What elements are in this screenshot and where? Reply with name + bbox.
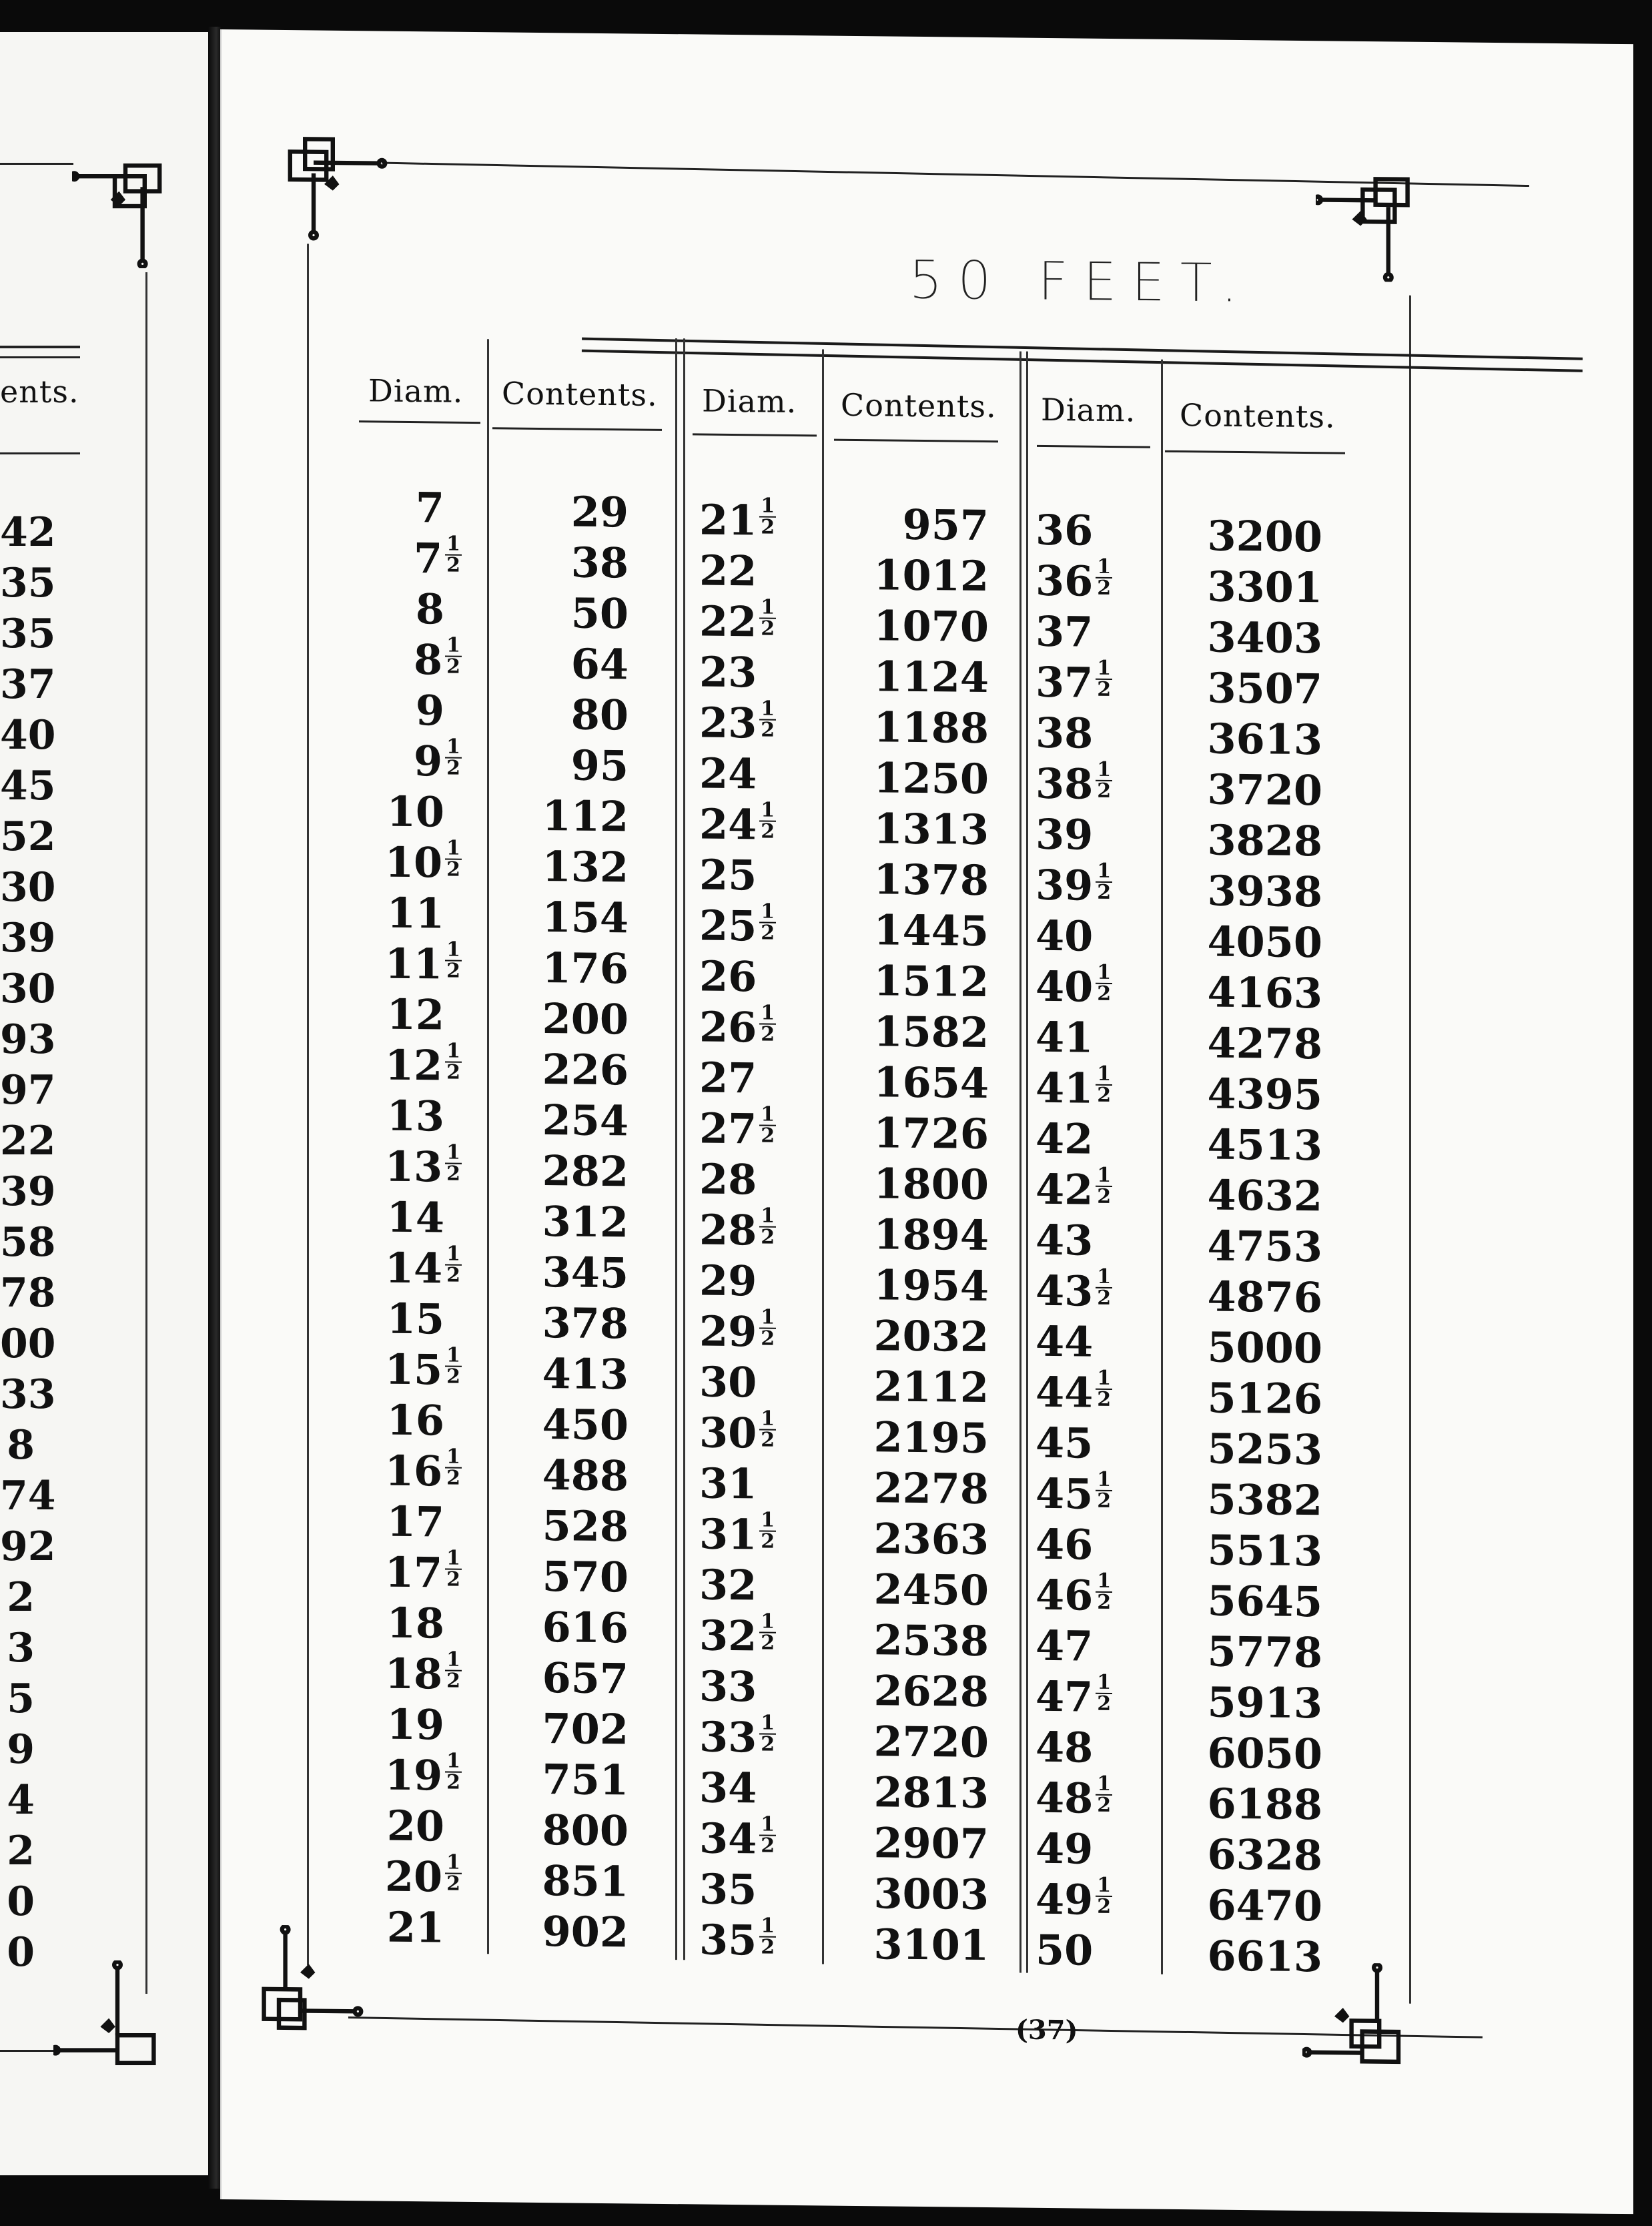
left-value-cell: 92 (0, 1523, 56, 1570)
half-fraction: $\frac{1}{2}$ (761, 899, 775, 945)
diam-cell: 44 $\frac{1}{2}$ (1036, 1366, 1112, 1417)
contents-cell: 112 (542, 791, 629, 841)
ornament-corner-icon (282, 130, 388, 245)
contents-cell: 6050 (1207, 1728, 1322, 1779)
contents-cell: 570 (542, 1552, 629, 1602)
left-value-cell: 2 (7, 1828, 35, 1874)
left-page (0, 32, 210, 2175)
diam-cell: 10 (386, 787, 444, 837)
contents-cell: 902 (542, 1907, 629, 1957)
diam-cell: 43 $\frac{1}{2}$ (1036, 1264, 1112, 1316)
diam-cell: 17 (386, 1497, 444, 1547)
left-double-rule-top (0, 346, 80, 348)
half-fraction: $\frac{1}{2}$ (761, 1407, 775, 1452)
contents-cell: 29 (570, 487, 629, 537)
diam-cell: 25 $\frac{1}{2}$ (699, 899, 775, 951)
contents-cell: 4278 (1207, 1018, 1322, 1069)
left-value-cell: 0 (7, 1878, 35, 1925)
frame-right-rule (1409, 296, 1411, 2004)
half-fraction: $\frac{1}{2}$ (761, 595, 775, 641)
half-fraction: $\frac{1}{2}$ (1097, 757, 1112, 803)
contents-cell: 2813 (873, 1768, 989, 1818)
diam-cell: 7 $\frac{1}{2}$ (413, 532, 460, 583)
ornament-corner-icon (53, 1960, 160, 2074)
diam-cell: 23 $\frac{1}{2}$ (699, 697, 775, 748)
column-separator (683, 338, 685, 1960)
contents-cell: 2032 (873, 1311, 989, 1362)
frame-left-rule (307, 244, 309, 1965)
diam-cell: 38 $\frac{1}{2}$ (1036, 757, 1112, 809)
left-value-cell: 40 (0, 712, 56, 759)
half-fraction: $\frac{1}{2}$ (1097, 1569, 1112, 1614)
diam-cell: 13 (386, 1091, 444, 1141)
diam-cell: 46 $\frac{1}{2}$ (1036, 1569, 1112, 1620)
diam-cell: 31 $\frac{1}{2}$ (699, 1508, 775, 1559)
half-fraction: $\frac{1}{2}$ (1097, 1467, 1112, 1513)
header-underline (492, 427, 662, 431)
contents-cell: 1654 (873, 1058, 989, 1108)
contents-cell: 5778 (1207, 1627, 1322, 1678)
diam-cell: 47 $\frac{1}{2}$ (1036, 1670, 1112, 1722)
diam-cell: 35 (699, 1864, 757, 1914)
contents-cell: 3613 (1207, 714, 1322, 765)
diam-cell: 49 (1036, 1824, 1094, 1874)
half-fraction: $\frac{1}{2}$ (1097, 1264, 1112, 1310)
half-fraction: $\frac{1}{2}$ (1097, 960, 1112, 1006)
diam-cell: 9 (415, 686, 444, 735)
contents-cell: 5000 (1207, 1323, 1322, 1373)
diam-cell: 12 $\frac{1}{2}$ (384, 1039, 460, 1090)
contents-cell: 95 (570, 741, 629, 791)
contents-cell: 5913 (1207, 1678, 1322, 1728)
contents-cell: 2450 (873, 1565, 989, 1615)
contents-cell: 1378 (873, 855, 989, 905)
half-fraction: $\frac{1}{2}$ (761, 1001, 775, 1046)
left-value-cell: 35 (0, 611, 56, 657)
diam-cell: 22 $\frac{1}{2}$ (699, 595, 775, 647)
contents-cell: 38 (570, 538, 629, 588)
half-fraction: $\frac{1}{2}$ (761, 494, 775, 539)
contents-cell: 5126 (1207, 1373, 1322, 1424)
contents-cell: 488 (542, 1451, 629, 1501)
diam-cell: 14 (386, 1192, 444, 1242)
diam-cell: 31 (699, 1459, 757, 1509)
half-fraction: $\frac{1}{2}$ (761, 798, 775, 843)
diam-cell: 49 $\frac{1}{2}$ (1036, 1873, 1112, 1924)
header-underline (834, 439, 998, 443)
diam-cell: 7 (415, 483, 444, 532)
left-value-cell: 33 (0, 1371, 56, 1418)
diam-cell: 22 (699, 546, 757, 596)
left-value-cell: 22 (0, 1118, 56, 1164)
diam-cell: 34 $\frac{1}{2}$ (699, 1812, 775, 1864)
diam-cell: 21 (386, 1902, 444, 1952)
contents-cell: 3003 (873, 1869, 989, 1920)
page-title: 50 FEET. (909, 248, 1253, 315)
contents-cell: 657 (542, 1653, 629, 1704)
diam-cell: 34 (699, 1763, 757, 1813)
half-fraction: $\frac{1}{2}$ (1097, 1772, 1112, 1817)
diam-cell: 16 $\frac{1}{2}$ (384, 1445, 460, 1496)
column-separator (1161, 360, 1163, 1974)
diam-cell: 33 (699, 1661, 757, 1712)
half-fraction: $\frac{1}{2}$ (446, 1850, 460, 1896)
contents-cell: 2538 (873, 1615, 989, 1666)
contents-cell: 200 (542, 994, 629, 1044)
contents-cell: 254 (542, 1096, 629, 1146)
book-spine (208, 27, 222, 2189)
diam-cell: 26 $\frac{1}{2}$ (699, 1001, 775, 1052)
contents-cell: 282 (542, 1146, 629, 1196)
diam-cell: 50 (1036, 1925, 1094, 1975)
contents-cell: 528 (542, 1501, 629, 1551)
contents-cell: 2720 (873, 1717, 989, 1768)
left-value-cell: 39 (0, 1168, 56, 1215)
column-header-contents-2: Contents. (841, 386, 997, 425)
left-value-cell: 5 (7, 1676, 35, 1722)
diam-cell: 30 $\frac{1}{2}$ (699, 1407, 775, 1458)
diam-cell: 20 $\frac{1}{2}$ (384, 1850, 460, 1902)
diam-cell: 46 (1036, 1519, 1094, 1569)
left-value-cell: 8 (7, 1422, 35, 1469)
half-fraction: $\frac{1}{2}$ (446, 633, 460, 679)
column-header-diam-2: Diam. (702, 382, 797, 420)
half-fraction: $\frac{1}{2}$ (1097, 1163, 1112, 1208)
contents-cell: 4632 (1207, 1170, 1322, 1221)
left-value-cell: 30 (0, 864, 56, 911)
left-value-cell: 00 (0, 1321, 56, 1367)
diam-cell: 19 (386, 1700, 444, 1750)
left-value-cell: 78 (0, 1270, 56, 1317)
diam-cell: 13 $\frac{1}{2}$ (384, 1140, 460, 1192)
left-value-cell: 9 (7, 1726, 35, 1773)
diam-cell: 40 (1036, 911, 1094, 961)
left-value-cell: 4 (7, 1777, 35, 1824)
diam-cell: 37 $\frac{1}{2}$ (1036, 656, 1112, 707)
contents-cell: 6613 (1207, 1931, 1322, 1982)
left-value-cell: 58 (0, 1219, 56, 1266)
diam-cell: 9 $\frac{1}{2}$ (413, 735, 460, 786)
half-fraction: $\frac{1}{2}$ (1097, 1366, 1112, 1411)
contents-cell: 2278 (873, 1463, 989, 1514)
contents-cell: 616 (542, 1603, 629, 1653)
contents-cell: 2907 (873, 1818, 989, 1869)
diam-cell: 20 (386, 1801, 444, 1851)
contents-cell: 64 (570, 639, 629, 689)
diam-cell: 47 (1036, 1621, 1094, 1671)
contents-cell: 345 (542, 1248, 629, 1298)
left-header-underline (0, 452, 80, 454)
header-underline (359, 420, 480, 424)
half-fraction: $\frac{1}{2}$ (1097, 1062, 1112, 1107)
diam-cell: 10 $\frac{1}{2}$ (384, 836, 460, 887)
half-fraction: $\frac{1}{2}$ (761, 1711, 775, 1756)
left-value-cell: 52 (0, 813, 56, 860)
half-fraction: $\frac{1}{2}$ (446, 1242, 460, 1287)
column-header-contents-1: Contents. (502, 375, 658, 413)
half-fraction: $\frac{1}{2}$ (761, 1914, 775, 1959)
contents-cell: 957 (902, 500, 989, 550)
diam-cell: 38 (1036, 708, 1094, 758)
diam-cell: 29 $\frac{1}{2}$ (699, 1305, 775, 1357)
left-frame-top-rule (0, 163, 73, 165)
diam-cell: 45 $\frac{1}{2}$ (1036, 1467, 1112, 1519)
contents-cell: 800 (542, 1806, 629, 1856)
contents-cell: 3200 (1207, 511, 1322, 562)
ornament-corner-icon (258, 1925, 364, 2040)
diam-cell: 15 (386, 1294, 444, 1344)
diam-cell: 12 (386, 990, 444, 1040)
diam-cell: 15 $\frac{1}{2}$ (384, 1343, 460, 1395)
half-fraction: $\frac{1}{2}$ (446, 1546, 460, 1591)
half-fraction: $\frac{1}{2}$ (761, 1305, 775, 1351)
contents-cell: 6470 (1207, 1880, 1322, 1931)
half-fraction: $\frac{1}{2}$ (446, 1039, 460, 1084)
column-header-diam-3: Diam. (1041, 391, 1136, 429)
contents-cell: 1582 (873, 1007, 989, 1058)
left-value-cell: 30 (0, 966, 56, 1012)
contents-cell: 1894 (873, 1210, 989, 1260)
diam-cell: 8 (415, 585, 444, 634)
contents-cell: 3301 (1207, 562, 1322, 613)
contents-cell: 50 (570, 589, 629, 639)
contents-cell: 1512 (873, 956, 989, 1007)
contents-cell: 132 (542, 842, 629, 892)
half-fraction: $\frac{1}{2}$ (1097, 554, 1112, 600)
diam-cell: 35 $\frac{1}{2}$ (699, 1914, 775, 1965)
contents-cell: 4395 (1207, 1069, 1322, 1120)
diam-cell: 36 $\frac{1}{2}$ (1036, 554, 1112, 606)
right-page (220, 29, 1633, 2214)
diam-column-2 (699, 495, 799, 1967)
diam-cell: 39 $\frac{1}{2}$ (1036, 859, 1112, 910)
diam-cell: 40 $\frac{1}{2}$ (1036, 960, 1112, 1012)
contents-cell: 1188 (873, 703, 989, 753)
diam-cell: 28 $\frac{1}{2}$ (699, 1204, 775, 1255)
left-double-rule-bottom (0, 356, 80, 358)
left-frame-right-rule (145, 272, 147, 1994)
left-frame-bottom-rule (0, 2050, 53, 2052)
header-underline (1037, 445, 1150, 448)
diam-cell: 8 $\frac{1}{2}$ (413, 633, 460, 685)
diam-cell: 11 $\frac{1}{2}$ (384, 938, 460, 989)
diam-cell: 42 $\frac{1}{2}$ (1036, 1163, 1112, 1214)
contents-cell: 4513 (1207, 1120, 1322, 1170)
contents-cell: 1313 (873, 804, 989, 855)
contents-column-1 (502, 486, 629, 1958)
half-fraction: $\frac{1}{2}$ (761, 1812, 775, 1858)
column-separator (822, 349, 824, 1964)
half-fraction: $\frac{1}{2}$ (1097, 859, 1112, 904)
diam-cell: 33 $\frac{1}{2}$ (699, 1711, 775, 1762)
half-fraction: $\frac{1}{2}$ (446, 532, 460, 577)
half-fraction: $\frac{1}{2}$ (761, 1204, 775, 1249)
diam-cell: 44 (1036, 1317, 1094, 1367)
contents-cell: 1012 (873, 550, 989, 601)
diam-cell: 39 (1036, 809, 1094, 859)
contents-cell: 3101 (873, 1920, 989, 1970)
header-double-rule (582, 338, 1583, 372)
diam-cell: 19 $\frac{1}{2}$ (384, 1749, 460, 1800)
half-fraction: $\frac{1}{2}$ (446, 836, 460, 881)
diam-cell: 32 $\frac{1}{2}$ (699, 1609, 775, 1661)
half-fraction: $\frac{1}{2}$ (446, 1749, 460, 1794)
half-fraction: $\frac{1}{2}$ (761, 1508, 775, 1553)
contents-cell: 5382 (1207, 1475, 1322, 1525)
diam-cell: 18 $\frac{1}{2}$ (384, 1647, 460, 1699)
contents-cell: 2628 (873, 1666, 989, 1717)
left-value-cell: 39 (0, 915, 56, 962)
half-fraction: $\frac{1}{2}$ (446, 938, 460, 983)
page-number: (37) (1015, 2014, 1078, 2047)
diam-cell: 16 (386, 1395, 444, 1445)
half-fraction: $\frac{1}{2}$ (446, 1647, 460, 1693)
contents-cell: 702 (542, 1704, 629, 1754)
half-fraction: $\frac{1}{2}$ (761, 1102, 775, 1148)
contents-cell: 5253 (1207, 1424, 1322, 1475)
contents-cell: 1250 (873, 753, 989, 804)
left-value-cell: 93 (0, 1016, 56, 1063)
diam-cell: 24 (699, 749, 757, 799)
contents-cell: 378 (542, 1298, 629, 1349)
diam-cell: 26 (699, 952, 757, 1002)
contents-cell: 4753 (1207, 1221, 1322, 1272)
contents-cell: 4876 (1207, 1272, 1322, 1323)
contents-cell: 312 (542, 1197, 629, 1247)
column-separator (675, 338, 677, 1960)
column-separator (1026, 352, 1028, 1973)
diam-cell: 37 (1036, 607, 1094, 657)
half-fraction: $\frac{1}{2}$ (1097, 1670, 1112, 1716)
diam-cell: 25 (699, 850, 757, 900)
diam-cell: 32 (699, 1560, 757, 1610)
diam-cell: 41 (1036, 1012, 1094, 1062)
contents-cell: 3507 (1207, 663, 1322, 714)
diam-column-3 (1036, 505, 1136, 1977)
diam-cell: 43 (1036, 1215, 1094, 1265)
contents-cell: 6328 (1207, 1830, 1322, 1880)
column-separator (487, 339, 489, 1954)
contents-cell: 4050 (1207, 917, 1322, 968)
diam-cell: 11 (386, 888, 444, 938)
half-fraction: $\frac{1}{2}$ (446, 1445, 460, 1490)
diam-cell: 27 (699, 1053, 757, 1103)
contents-cell: 1726 (873, 1108, 989, 1159)
contents-cell: 3720 (1207, 765, 1322, 815)
contents-cell: 1124 (873, 652, 989, 703)
diam-cell: 27 $\frac{1}{2}$ (699, 1102, 775, 1154)
diam-cell: 18 (386, 1598, 444, 1648)
contents-cell: 450 (542, 1400, 629, 1450)
diam-cell: 41 $\frac{1}{2}$ (1036, 1062, 1112, 1113)
diam-cell: 48 $\frac{1}{2}$ (1036, 1772, 1112, 1823)
diam-cell: 21 $\frac{1}{2}$ (699, 494, 775, 545)
contents-cell: 6188 (1207, 1779, 1322, 1830)
contents-cell: 1070 (873, 601, 989, 652)
contents-cell: 80 (570, 690, 629, 740)
contents-cell: 413 (542, 1349, 629, 1399)
left-value-cell: 74 (0, 1473, 56, 1519)
left-value-cell: 3 (7, 1625, 35, 1672)
header-underline (693, 433, 817, 436)
contents-cell: 154 (542, 893, 629, 943)
contents-cell: 3938 (1207, 866, 1322, 917)
left-value-cell: 2 (7, 1574, 35, 1621)
half-fraction: $\frac{1}{2}$ (446, 1140, 460, 1186)
diam-column-1 (362, 482, 462, 1954)
contents-cell: 1445 (873, 905, 989, 956)
ornament-corner-icon (1316, 167, 1422, 282)
half-fraction: $\frac{1}{2}$ (761, 1609, 775, 1655)
column-separator (1019, 352, 1021, 1973)
half-fraction: $\frac{1}{2}$ (446, 735, 460, 780)
diam-cell: 45 (1036, 1418, 1094, 1468)
left-value-cell: 0 (7, 1929, 35, 1976)
contents-column-3 (1169, 510, 1322, 1982)
left-value-cell: 35 (0, 560, 56, 607)
left-value-cell: 45 (0, 763, 56, 809)
diam-cell: 23 (699, 647, 757, 697)
diam-cell: 29 (699, 1256, 757, 1306)
half-fraction: $\frac{1}{2}$ (1097, 656, 1112, 701)
column-header-contents-3: Contents. (1180, 397, 1336, 435)
contents-cell: 5645 (1207, 1576, 1322, 1627)
contents-cell: 4163 (1207, 968, 1322, 1018)
contents-cell: 751 (542, 1755, 629, 1805)
contents-cell: 851 (542, 1856, 629, 1906)
left-value-cell: 97 (0, 1067, 56, 1114)
contents-cell: 176 (542, 944, 629, 994)
ornament-corner-icon (72, 155, 179, 268)
contents-cell: 2112 (873, 1362, 989, 1413)
diam-cell: 30 (699, 1357, 757, 1407)
left-contents-header-fragment: ents. (0, 374, 79, 410)
contents-cell: 3828 (1207, 815, 1322, 866)
diam-cell: 28 (699, 1154, 757, 1204)
contents-cell: 2363 (873, 1514, 989, 1565)
diam-cell: 42 (1036, 1114, 1094, 1164)
contents-cell: 226 (542, 1045, 629, 1095)
half-fraction: $\frac{1}{2}$ (446, 1343, 460, 1389)
diam-cell: 17 $\frac{1}{2}$ (384, 1546, 460, 1597)
header-underline (1165, 450, 1345, 454)
contents-cell: 3403 (1207, 613, 1322, 663)
contents-cell: 5513 (1207, 1525, 1322, 1576)
contents-cell: 1800 (873, 1159, 989, 1210)
contents-cell: 1954 (873, 1260, 989, 1311)
half-fraction: $\frac{1}{2}$ (761, 697, 775, 742)
diam-cell: 36 (1036, 505, 1094, 555)
left-values-column (0, 507, 56, 1978)
diam-cell: 14 $\frac{1}{2}$ (384, 1242, 460, 1293)
left-value-cell: 42 (0, 509, 56, 556)
diam-cell: 48 (1036, 1722, 1094, 1772)
half-fraction: $\frac{1}{2}$ (1097, 1873, 1112, 1918)
left-value-cell: 37 (0, 661, 56, 708)
column-header-diam-1: Diam. (368, 372, 464, 410)
contents-cell: 2195 (873, 1413, 989, 1463)
diam-cell: 24 $\frac{1}{2}$ (699, 798, 775, 849)
contents-column-2 (835, 499, 989, 1971)
